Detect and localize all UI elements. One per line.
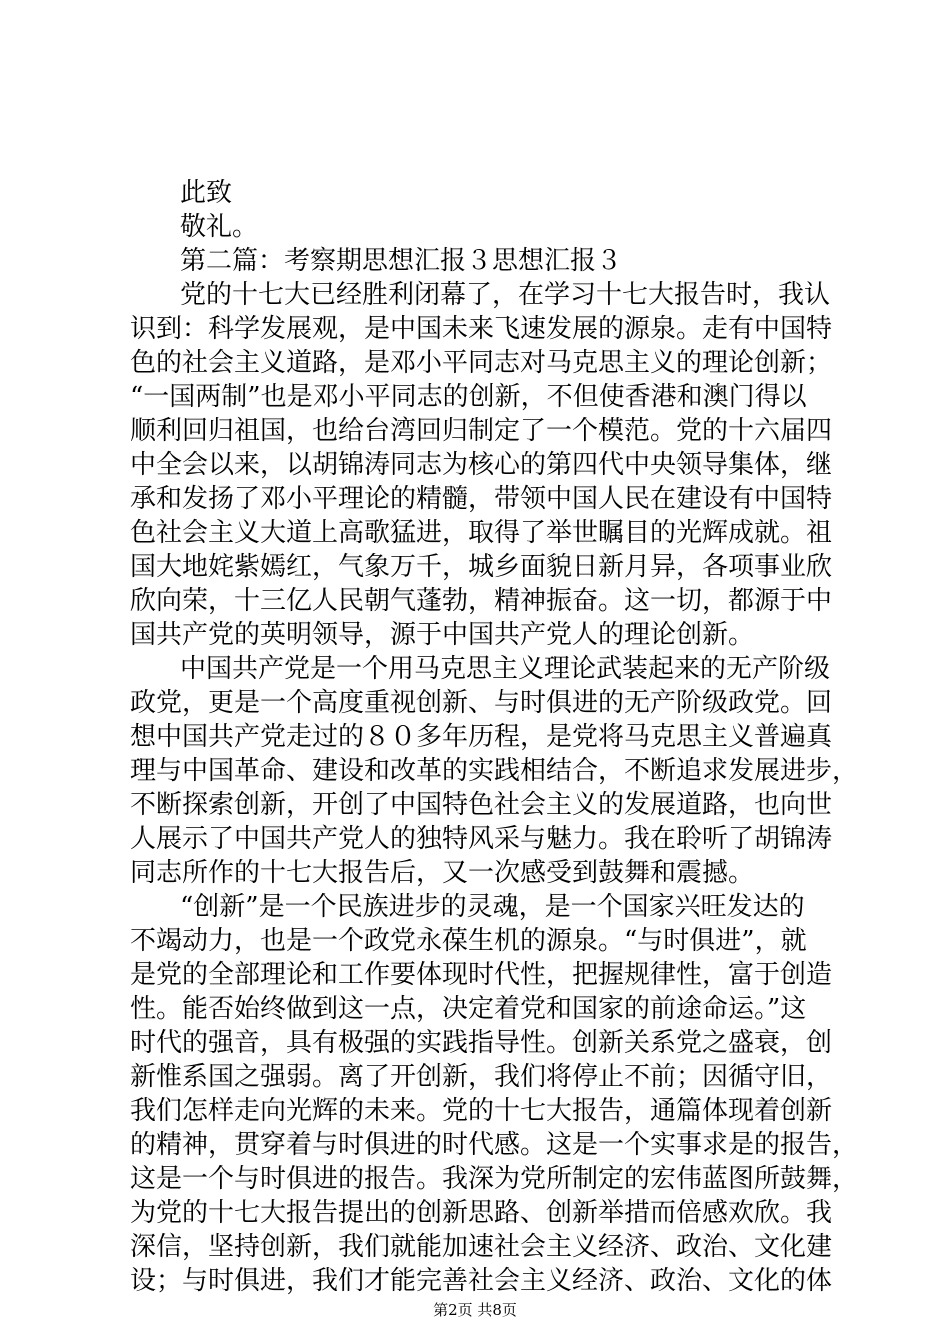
- paragraph-line: 深信，坚持创新，我们就能加速社会主义经济、政治、文化建: [130, 1232, 833, 1262]
- paragraph-line: 党的十七大已经胜利闭幕了，在学习十七大报告时，我认: [180, 280, 831, 310]
- paragraph-line: 色社会主义大道上高歌猛进，取得了举世瞩目的光辉成就。祖: [130, 518, 833, 548]
- paragraph-line: 时代的强音，具有极强的实践指导性。创新关系党之盛衰，创: [130, 1028, 833, 1058]
- paragraph-line: 中国共产党是一个用马克思主义理论武装起来的无产阶级: [180, 654, 831, 684]
- section-title: 第二篇：考察期思想汇报３思想汇报３: [180, 246, 623, 276]
- paragraph-line: 是党的全部理论和工作要体现时代性，把握规律性，富于创造: [130, 960, 833, 990]
- paragraph-line: 不竭动力，也是一个政党永葆生机的源泉。“与时俱进”，就: [130, 926, 807, 956]
- paragraph-line: 欣向荣，十三亿人民朝气蓬勃，精神振奋。这一切，都源于中: [130, 586, 833, 616]
- paragraph-line: 的精神，贯穿着与时俱进的时代感。这是一个实事求是的报告，: [130, 1130, 859, 1160]
- paragraph-line: 人展示了中国共产党人的独特风采与魅力。我在聆听了胡锦涛: [130, 824, 833, 854]
- paragraph-line: 识到：科学发展观，是中国未来飞速发展的源泉。走有中国特: [130, 314, 833, 344]
- paragraph-line: 性。能否始终做到这一点，决定着党和国家的前途命运。”这: [130, 994, 807, 1024]
- paragraph-line: 想中国共产党走过的８０多年历程，是党将马克思主义普遍真: [130, 722, 833, 752]
- page-number-footer: 第2页 共8页: [433, 1301, 517, 1319]
- paragraph-line: 承和发扬了邓小平理论的精髓，带领中国人民在建设有中国特: [130, 484, 833, 514]
- paragraph-line: 理与中国革命、建设和改革的实践相结合，不断追求发展进步，: [130, 756, 859, 786]
- paragraph-line: 同志所作的十七大报告后，又一次感受到鼓舞和震撼。: [130, 858, 755, 888]
- paragraph-line: 国共产党的英明领导，源于中国共产党人的理论创新。: [130, 620, 755, 650]
- paragraph-line: 中全会以来，以胡锦涛同志为核心的第四代中央领导集体，继: [130, 450, 833, 480]
- paragraph-line: “创新”是一个民族进步的灵魂，是一个国家兴旺发达的: [180, 892, 805, 922]
- paragraph-line: “一国两制”也是邓小平同志的创新，不但使香港和澳门得以: [130, 382, 807, 412]
- paragraph-line: 色的社会主义道路，是邓小平同志对马克思主义的理论创新；: [130, 348, 833, 378]
- paragraph-line: 不断探索创新，开创了中国特色社会主义的发展道路，也向世: [130, 790, 833, 820]
- paragraph-line: 顺利回归祖国，也给台湾回归制定了一个模范。党的十六届四: [130, 416, 833, 446]
- paragraph-line: 政党，更是一个高度重视创新、与时俱进的无产阶级政党。回: [130, 688, 833, 718]
- paragraph-line: 我们怎样走向光辉的未来。党的十七大报告，通篇体现着创新: [130, 1096, 833, 1126]
- paragraph-line: 设；与时俱进，我们才能完善社会主义经济、政治、文化的体: [130, 1266, 833, 1296]
- salutation: 此致: [180, 178, 233, 208]
- paragraph-line: 国大地姹紫嫣红，气象万千，城乡面貌日新月异，各项事业欣: [130, 552, 833, 582]
- paragraph-line: 新惟系国之强弱。离了开创新，我们将停止不前；因循守旧，: [130, 1062, 833, 1092]
- paragraph-line: 这是一个与时俱进的报告。我深为党所制定的宏伟蓝图所鼓舞，: [130, 1164, 859, 1194]
- closing: 敬礼。: [180, 212, 259, 242]
- paragraph-line: 为党的十七大报告提出的创新思路、创新举措而倍感欢欣。我: [130, 1198, 833, 1228]
